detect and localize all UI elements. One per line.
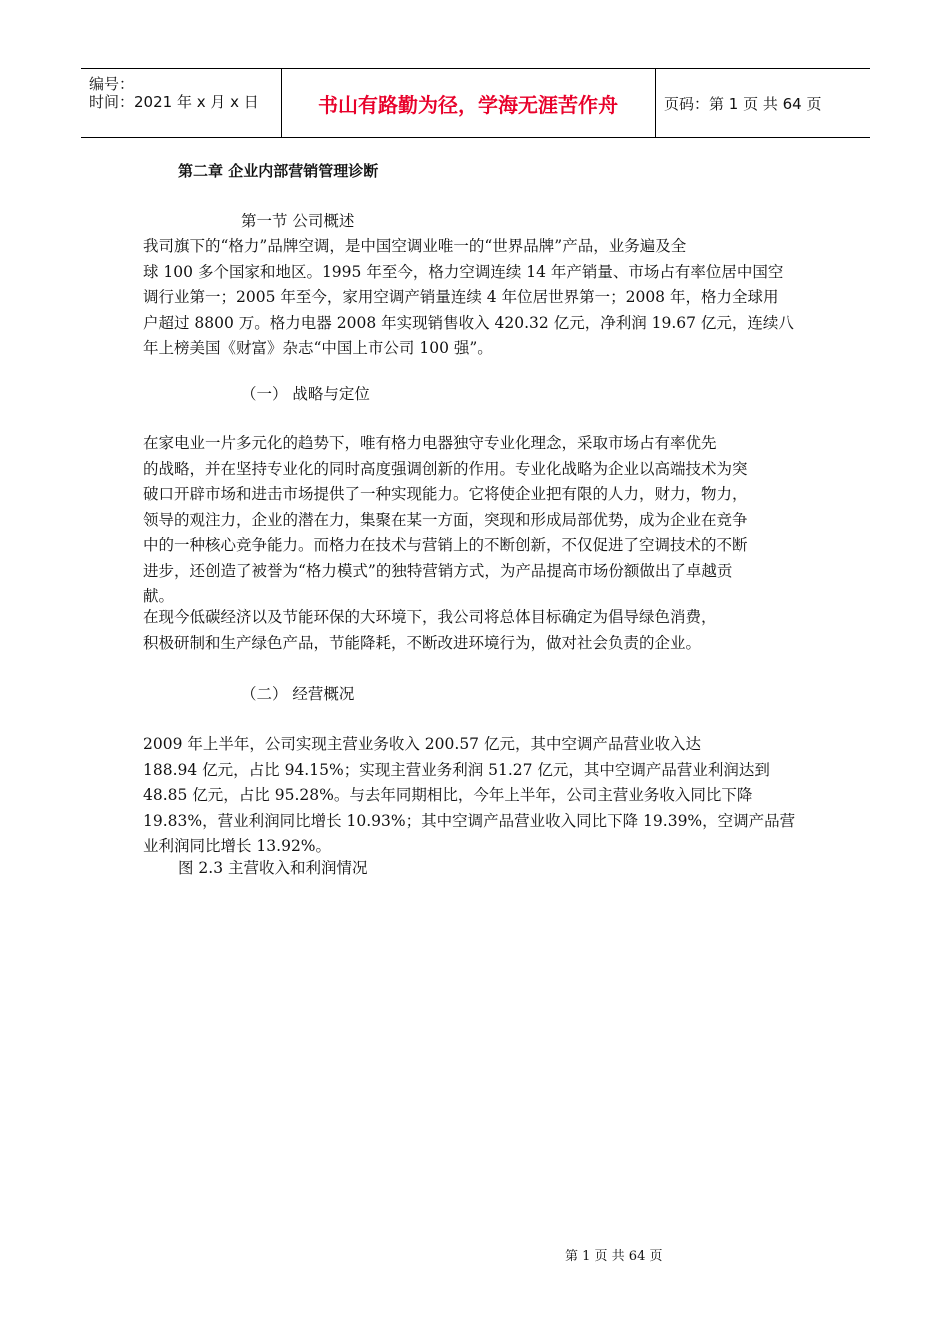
paragraph-line: 2009 年上半年，公司实现主营业务收入 200.57 亿元，其中空调产品营业收入达 [143,735,701,753]
subsection-operations-title: （二） 经营概况 [241,685,355,703]
header-page-info: 页码：第 1 页 共 64 页 [664,94,822,113]
code-label: 编号： [89,75,135,93]
date-label: 时间：2021 年 x 月 x 日 [89,93,259,111]
subsection-strategy-title: （一） 战略与定位 [241,385,370,403]
paragraph-green-goal [143,605,717,656]
paragraph-line: 业利润同比增长 13.92%。 [143,837,332,855]
header-meta-cell [81,69,282,137]
paragraph-line: 48.85 亿元，占比 95.28%。与去年同期相比，今年上半年，公司主营业务收入同比下降 [143,786,753,804]
page-footer: 第 1 页 共 64 页 [565,1249,663,1264]
paragraph-line: 年上榜美国《财富》杂志“中国上市公司 100 强”。 [143,339,493,357]
section-title: 第一节 公司概述 [241,212,355,230]
paragraph-strategy [143,431,748,610]
paragraph-line: 我司旗下的“格力”品牌空调，是中国空调业唯一的“世界品牌”产品，业务遍及全 [143,237,687,255]
paragraph-line: 188.94 亿元，占比 94.15%；实现主营业务利润 51.27 亿元，其中空调产品营业利润达到 [143,760,770,779]
paragraph-line: 领导的观注力，企业的潜在力，集聚在某一方面，突现和形成局部优势，成为企业在竞争 [143,510,748,529]
paragraph-line: 在现今低碳经济以及节能环保的大环境下，我公司将总体目标确定为倡导绿色消费， [143,608,717,626]
header-motto: 书山有路勤为径，学海无涯苦作舟 [281,69,656,137]
paragraph-line: 球 100 多个国家和地区。1995 年至今，格力空调连续 14 年产销量、市场占有率位居中国空 [143,262,784,281]
figure-caption: 图 2.3 主营收入和利润情况 [178,859,368,877]
paragraph-line: 中的一种核心竞争能力。而格力在技术与营销上的不断创新，不仅促进了空调技术的不断 [143,536,748,554]
paragraph-operations [143,732,795,860]
paragraph-line: 19.83%，营业利润同比增长 10.93%；其中空调产品营业收入同比下降 19.39%，空调产品营 [143,811,796,830]
chapter-title: 第二章 企业内部营销管理诊断 [178,162,379,180]
paragraph-line: 的战略，并在坚持专业化的同时高度强调创新的作用。专业化战略为企业以高端技术为突 [143,459,748,478]
paragraph-line: 调行业第一；2005 年至今，家用空调产销量连续 4 年位居世界第一；2008 年，格力全球用 [143,288,779,306]
paragraph-line: 在家电业一片多元化的趋势下，唯有格力电器独守专业化理念，采取市场占有率优先 [143,434,717,452]
paragraph-line: 积极研制和生产绿色产品，节能降耗，不断改进环境行为，做对社会负责的企业。 [143,633,702,652]
page-header [81,68,870,138]
paragraph-line: 进步，还创造了被誉为“格力模式”的独特营销方式，为产品提高市场份额做出了卓越贡 [143,561,733,580]
paragraph-line: 献。 [143,587,175,605]
paragraph-line: 破口开辟市场和进击市场提供了一种实现能力。它将使企业把有限的人力，财力，物力， [143,485,748,503]
paragraph-line: 户超过 8800 万。格力电器 2008 年实现销售收入 420.32 亿元，净利润 19.67 亿元，连续八 [143,313,794,332]
paragraph-overview [143,234,794,362]
